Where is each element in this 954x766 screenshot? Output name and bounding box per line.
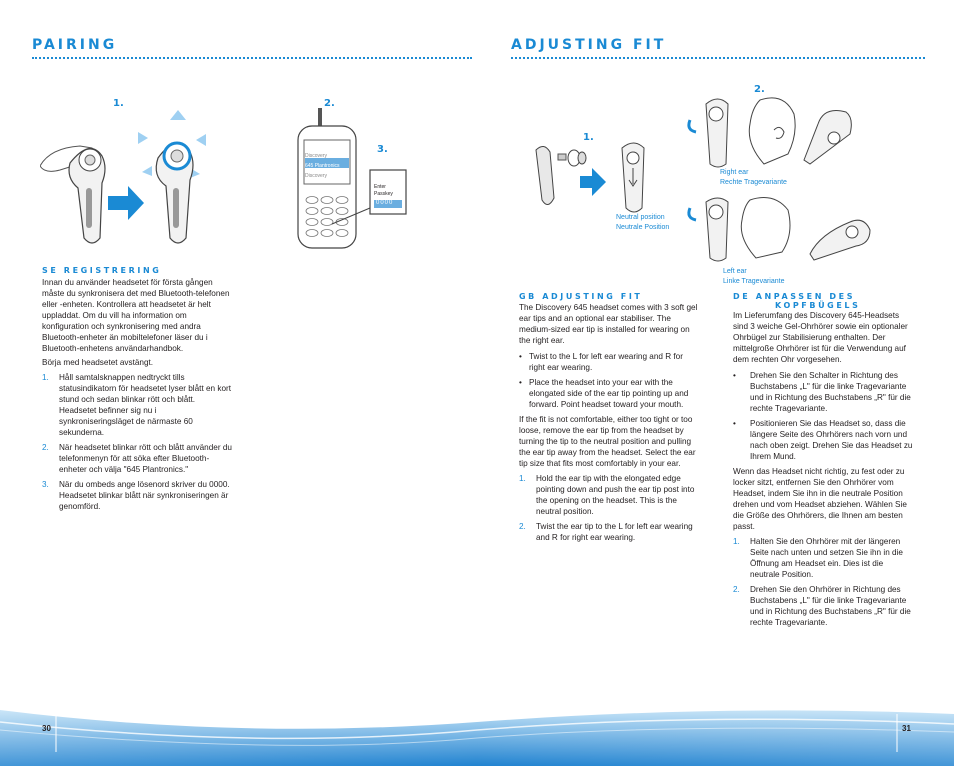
list-item: 1. Håll samtalsknappen nedtryckt tills statusindikatorn för headsetet lyser blått en kort stund och sedan blinkar rött och blått. Headsetet befinner sig nu i synkroniseringsläget de närmaste 60 sekunderna. — [42, 373, 232, 437]
list-item: 1. Halten Sie den Ohrhörer mit der längeren Seite nach unten und setzen Sie ihn in die Öffnung am Headset ein. Dies ist die neutrale Position. — [733, 537, 903, 579]
list-item: • Twist to the L for left ear wearing and R for right ear wearing. — [519, 352, 683, 372]
step-label-3: 3. — [377, 144, 388, 155]
phone-screen-line-3: Discovery — [305, 173, 327, 179]
pairing-headset-illustration — [40, 108, 210, 248]
en-middle: If the fit is not comfortable, either too tight or too loose, remove the ear tip from the headset by turning the tip to the neutral position and pulling the ear tip away from the headset. Select the ear tip size that fits most comfortably in your ear. — [519, 415, 696, 468]
step-label-1: 1. — [583, 132, 594, 143]
left-body-text — [42, 277, 232, 516]
section-heading-de: DE ANPASSEN DES KOPFBÜGELS — [733, 292, 861, 310]
caption-left-ear: Left ear Linke Tragevariante — [723, 268, 785, 285]
passkey-label-1: Enter — [374, 184, 386, 190]
title-divider — [511, 57, 925, 59]
step-label-2: 2. — [324, 98, 335, 109]
list-item: 2. Drehen Sie den Ohrhörer in Richtung des Buchstabens „L" für die linke Tragevariante und in Richtung des Buchstabens „R" für die rechte Tragevariante. — [733, 585, 911, 627]
english-body-text — [519, 302, 701, 547]
page-number-right: 31 — [902, 724, 911, 733]
left-ear-illustration — [684, 194, 884, 266]
caption-neutral: Neutral position Neutrale Position — [616, 214, 670, 231]
phone-screen-line-1: Discovery — [305, 153, 327, 159]
de-bullets — [733, 370, 913, 462]
list-item: 2. När headsetet blinkar rött och blått använder du telefonmenyn för att söka efter Bluetooth-enheter och välja "645 Plantronics." — [42, 443, 232, 474]
phone-illustration — [296, 108, 416, 250]
step-label-1: 1. — [113, 98, 124, 109]
right-ear-illustration — [684, 94, 884, 170]
de-intro: Im Lieferumfang des Discovery 645-Headsets sind 3 weiche Gel-Ohrhörer sowie ein optionaler Ohrbügel zur Stabilisierung enthalten. Der mittelgroße Ohrhörer ist für die Verwendung auf dem rechten Ohr vorgesehen. — [733, 311, 908, 364]
de-middle: Wenn das Headset nicht richtig, zu fest oder zu locker sitzt, entfernen Sie den Ohrhörer vom Headset, indem Sie ihn in die neutrale Position drehen und vom Headset abziehen. Wählen Sie die Größe des Ohrhörers, die Ihnen am besten passt. — [733, 467, 907, 531]
intro-paragraph: Innan du använder headsetet för första gången måste du synkronisera det med Bluetooth-telefonen eller -enheten. Kontrollera att headsetet är helt uppladdat. Om du vill ha information om konfiguration och synkronisering med andra Bluetooth-enheter än mobiltelefoner läser du i Bluetooth-enhetens användarhandbok. — [42, 278, 230, 353]
en-intro: The Discovery 645 headset comes with 3 soft gel ear tips and an optional ear stabiliser. The medium-sized ear tip is installed for wearing on the right ear. — [519, 303, 698, 345]
list-item: 3. När du ombeds ange lösenord skriver du 0000. Headsetet blinkar blått när synkroniseringen är genomförd. — [42, 480, 230, 511]
title-divider — [32, 57, 472, 59]
section-heading-gb: GB ADJUSTING FIT — [519, 292, 643, 301]
en-bullets — [519, 351, 701, 410]
page-number-left: 30 — [42, 724, 51, 733]
de-steps — [733, 536, 913, 628]
page-title-adjusting-fit: ADJUSTING FIT — [511, 37, 667, 53]
intro-note: Börja med headsetet avstängt. — [42, 358, 154, 367]
caption-right-ear: Right ear Rechte Tragevariante — [720, 169, 787, 186]
list-item: • Drehen Sie den Schalter in Richtung des Buchstabens „L" für die linke Tragevariante und in Richtung des Buchstabens „R" für die rechte Tragevariante. — [733, 371, 911, 413]
phone-screen-line-2: 645 Plantronics — [305, 163, 340, 169]
step-label-2: 2. — [754, 84, 765, 95]
passkey-value: 0000 — [376, 200, 394, 206]
en-steps — [519, 473, 701, 543]
german-body-text — [733, 310, 913, 632]
footer-wave — [0, 700, 954, 766]
list-item: • Place the headset into your ear with the elongated side of the ear tip pointing up and forward. Point headset toward your mouth. — [519, 378, 689, 409]
passkey-label-2: Passkey — [374, 191, 393, 197]
list-item: • Positionieren Sie das Headset so, dass die längere Seite des Ohrhörers nach vorn und nach oben zeigt. Drehen Sie das Headset zu Ihrem Mund. — [733, 419, 913, 461]
ear-tip-illustration — [530, 138, 660, 216]
list-item: 2. Twist the ear tip to the L for left ear wearing and R for right ear wearing. — [519, 522, 693, 542]
section-heading-se: SE REGISTRERING — [42, 266, 162, 275]
pairing-steps — [42, 372, 232, 512]
page-title-pairing: PAIRING — [32, 37, 118, 53]
list-item: 1. Hold the ear tip with the elongated edge pointing down and push the ear tip post into the opening on the headset. This is the neutral position. — [519, 474, 695, 516]
